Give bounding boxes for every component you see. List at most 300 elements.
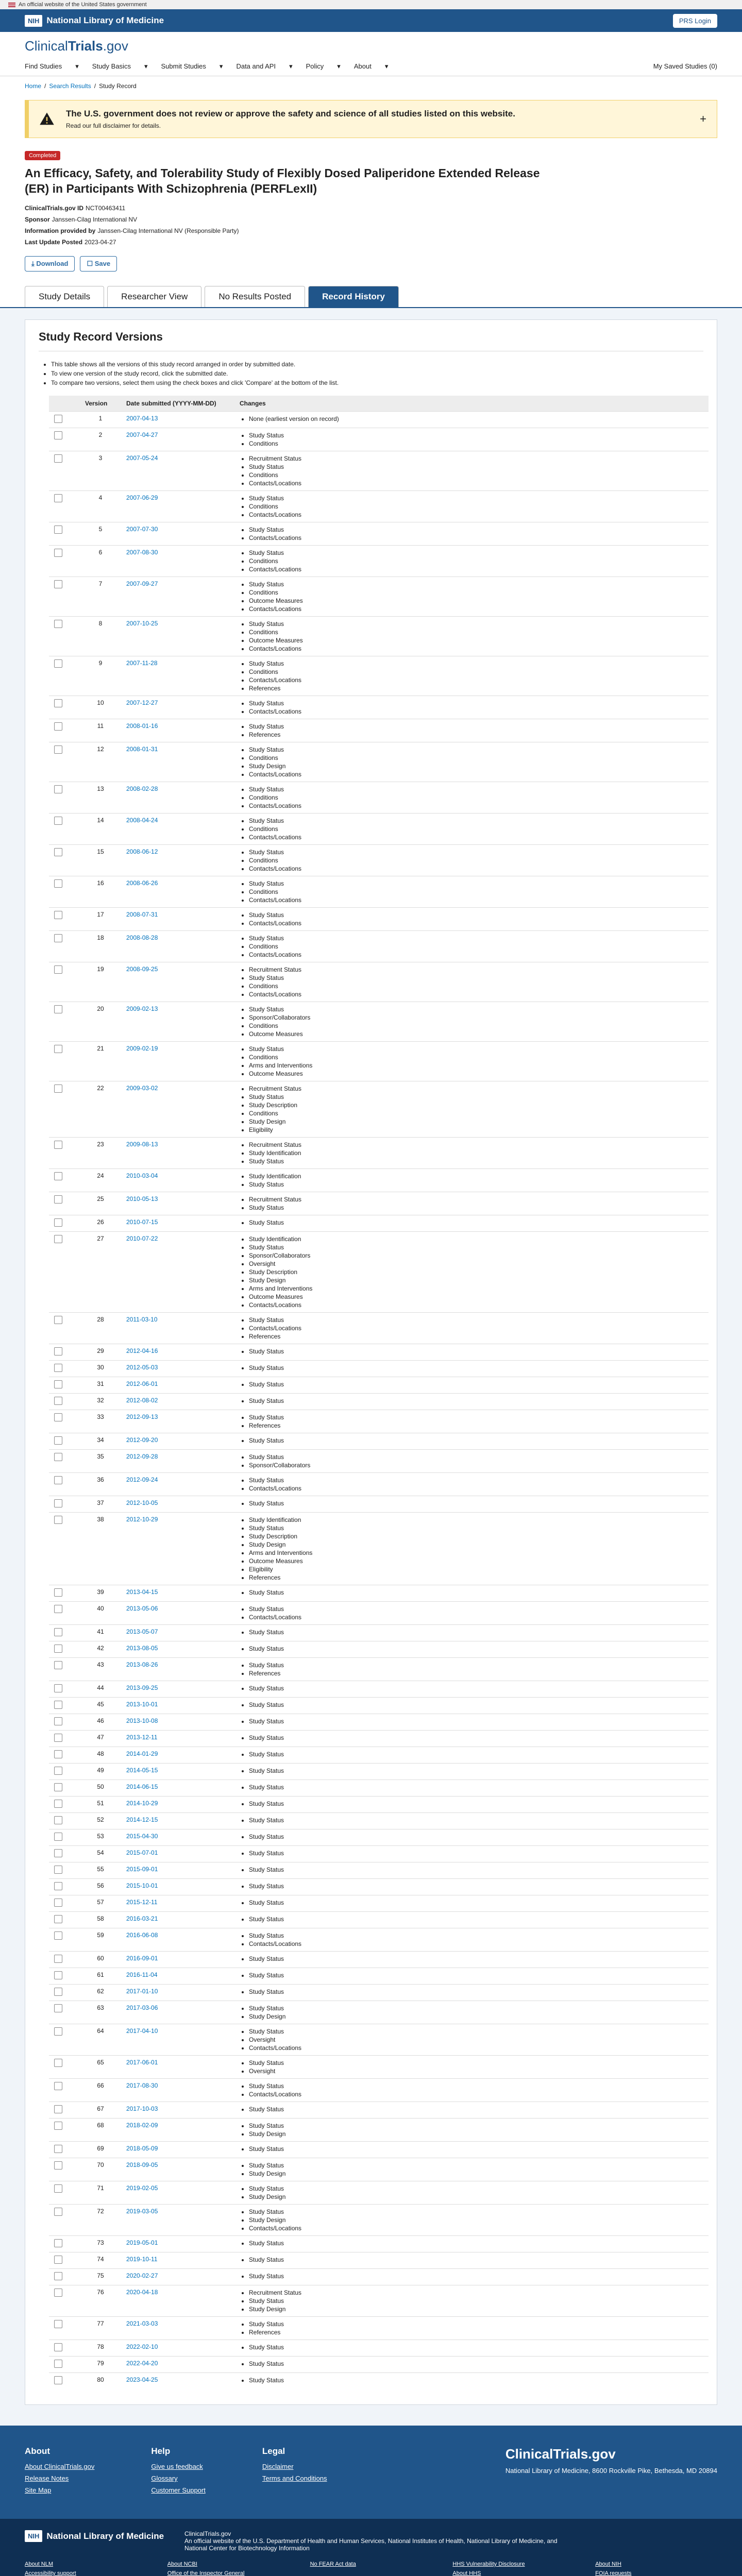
version-checkbox[interactable] — [54, 2208, 62, 2216]
submitted-date-link[interactable]: 2008-06-26 — [126, 879, 158, 887]
version-checkbox[interactable] — [54, 2082, 62, 2090]
change-item: • Study Status — [249, 1833, 703, 1841]
changes-list — [240, 1684, 703, 1692]
version-checkbox[interactable] — [54, 1734, 62, 1742]
submitted-date-link[interactable]: 2012-06-01 — [126, 1380, 158, 1387]
version-checkbox[interactable] — [54, 1397, 62, 1405]
submitted-date-link[interactable]: 2013-10-08 — [126, 1717, 158, 1724]
nlm-footer-name[interactable]: National Library of Medicine — [46, 2531, 164, 2541]
version-checkbox[interactable] — [54, 2239, 62, 2247]
submitted-date-link[interactable]: 2013-09-25 — [126, 1684, 158, 1691]
version-checkbox[interactable] — [54, 580, 62, 588]
change-item: • Contacts/Locations — [249, 1613, 703, 1621]
submitted-date-link[interactable]: 2010-03-04 — [126, 1172, 158, 1179]
version-checkbox[interactable] — [54, 1684, 62, 1692]
footer-link[interactable]: About ClinicalTrials.gov — [25, 2463, 95, 2470]
version-checkbox[interactable] — [54, 1413, 62, 1421]
submitted-date-link[interactable]: 2007-08-30 — [126, 549, 158, 556]
warning-text[interactable]: Read our full disclaimer for details. — [66, 122, 161, 129]
tab-study-details[interactable]: Study Details — [25, 286, 104, 307]
nav-item-find-studies[interactable]: Find Studies — [25, 62, 62, 70]
version-checkbox[interactable] — [54, 1172, 62, 1180]
submitted-date-link[interactable]: 2013-04-15 — [126, 1588, 158, 1596]
submitted-date-link[interactable]: 2007-11-28 — [126, 659, 158, 667]
version-checkbox[interactable] — [54, 2027, 62, 2036]
version-checkbox[interactable] — [54, 1084, 62, 1093]
change-item: • Contacts/Locations — [249, 676, 703, 684]
nav-item-submit-studies[interactable]: Submit Studies — [161, 62, 206, 70]
nav-item-data-and-api[interactable]: Data and API — [236, 62, 276, 70]
version-checkbox[interactable] — [54, 494, 62, 502]
version-checkbox[interactable] — [54, 1195, 62, 1204]
submitted-date-link[interactable]: 2008-06-12 — [126, 848, 158, 855]
change-item: • Study Status — [249, 580, 703, 588]
version-checkbox[interactable] — [54, 1499, 62, 1507]
version-checkbox[interactable] — [54, 1516, 62, 1524]
submitted-date-link[interactable]: 2016-09-01 — [126, 1955, 158, 1962]
version-checkbox[interactable] — [54, 1971, 62, 1979]
tab-record-history[interactable]: Record History — [308, 286, 399, 307]
table-row — [49, 1042, 709, 1081]
submitted-date-link[interactable]: 2018-05-09 — [126, 2145, 158, 2152]
changes-list — [240, 1588, 703, 1597]
submitted-date-link[interactable]: 2007-06-29 — [126, 494, 158, 501]
version-checkbox[interactable] — [54, 2004, 62, 2012]
version-checkbox[interactable] — [54, 1816, 62, 1824]
submitted-date-link[interactable]: 2014-12-15 — [126, 1816, 158, 1823]
table-row — [49, 491, 709, 522]
version-checkbox[interactable] — [54, 1750, 62, 1758]
submitted-date-link[interactable]: 2015-04-30 — [126, 1833, 158, 1840]
nlm-footer-link[interactable]: About NCBI — [167, 2561, 197, 2567]
version-checkbox[interactable] — [54, 1661, 62, 1669]
table-row — [49, 1410, 709, 1433]
submitted-date-link[interactable]: 2018-02-09 — [126, 2122, 158, 2129]
version-number: 66 — [80, 2079, 121, 2102]
version-checkbox[interactable] — [54, 1628, 62, 1636]
submitted-date-link[interactable]: 2013-12-11 — [126, 1734, 158, 1741]
submitted-date-link[interactable]: 2010-07-22 — [126, 1235, 158, 1242]
study-id-row — [25, 202, 717, 214]
nlm-footer-link[interactable]: Accessibility support — [25, 2570, 76, 2576]
change-item: • Study Status — [249, 1005, 703, 1013]
nlm-name[interactable]: National Library of Medicine — [46, 15, 164, 25]
submitted-date-link[interactable]: 2016-03-21 — [126, 1915, 158, 1922]
version-checkbox[interactable] — [54, 1588, 62, 1597]
submitted-date-link[interactable]: 2009-02-19 — [126, 1045, 158, 1052]
version-checkbox[interactable] — [54, 848, 62, 856]
submitted-date-link[interactable]: 2007-04-27 — [126, 431, 158, 438]
footer-link[interactable]: Glossary — [151, 2475, 178, 2482]
change-item: • Study Status — [249, 2272, 703, 2280]
submitted-date-link[interactable]: 2018-09-05 — [126, 2161, 158, 2168]
changes-list — [240, 2004, 703, 2021]
version-checkbox[interactable] — [54, 1915, 62, 1923]
table-row — [49, 1764, 709, 1780]
submitted-date-link[interactable]: 2012-09-13 — [126, 1413, 158, 1420]
nlm-footer-link[interactable]: HHS Vulnerability Disclosure — [452, 2561, 525, 2567]
change-item: • Study Status — [249, 1316, 703, 1324]
submitted-date-link[interactable]: 2008-04-24 — [126, 817, 158, 824]
footer-link[interactable]: Release Notes — [25, 2475, 69, 2482]
version-checkbox[interactable] — [54, 879, 62, 888]
tab-no-results-posted[interactable]: No Results Posted — [205, 286, 305, 307]
submitted-date-link[interactable]: 2010-05-13 — [126, 1195, 158, 1202]
submitted-date-link[interactable]: 2008-09-25 — [126, 965, 158, 973]
change-item: • Contacts/Locations — [249, 645, 703, 653]
nav-item-about[interactable]: About — [353, 62, 372, 70]
version-checkbox[interactable] — [54, 2343, 62, 2351]
change-item: • Study Status — [249, 431, 703, 439]
version-checkbox[interactable] — [54, 2360, 62, 2368]
changes-list — [240, 2184, 703, 2201]
change-item: • Study Status — [249, 1524, 703, 1532]
version-checkbox[interactable] — [54, 659, 62, 668]
changes-list — [240, 1645, 703, 1653]
version-checkbox[interactable] — [54, 934, 62, 942]
footer-link[interactable]: Site Map — [25, 2486, 52, 2494]
nlm-footer-link[interactable]: About HHS — [452, 2570, 481, 2576]
save-button[interactable] — [80, 256, 117, 272]
submitted-date-link[interactable]: 2011-03-10 — [126, 1316, 158, 1323]
nih-logo[interactable]: NIH — [25, 2530, 42, 2542]
submitted-date-link[interactable]: 2019-10-11 — [126, 2256, 158, 2263]
table-row — [49, 814, 709, 845]
version-checkbox[interactable] — [54, 1899, 62, 1907]
change-item: • Conditions — [249, 502, 703, 511]
submitted-date-link[interactable]: 2008-07-31 — [126, 911, 158, 918]
version-checkbox[interactable] — [54, 1866, 62, 1874]
changes-list — [240, 1141, 703, 1165]
changes-list — [240, 1955, 703, 1963]
submitted-date-link[interactable]: 2014-01-29 — [126, 1750, 158, 1757]
version-checkbox[interactable] — [54, 2272, 62, 2280]
version-checkbox[interactable] — [54, 722, 62, 731]
changes-list — [240, 1005, 703, 1038]
version-checkbox[interactable] — [54, 1045, 62, 1053]
submitted-date-link[interactable]: 2008-08-28 — [126, 934, 158, 941]
version-checkbox[interactable] — [54, 1833, 62, 1841]
prs-login-button[interactable]: PRS Login — [673, 14, 717, 28]
change-item: • Study Status — [249, 1157, 703, 1165]
submitted-date-link[interactable]: 2015-07-01 — [126, 1849, 158, 1856]
table-row — [49, 1585, 709, 1602]
version-checkbox[interactable] — [54, 2059, 62, 2067]
table-row — [49, 2056, 709, 2079]
submitted-date-link[interactable]: 2012-09-20 — [126, 1436, 158, 1444]
table-row — [49, 428, 709, 451]
table-row — [49, 1731, 709, 1747]
changes-list — [240, 1195, 703, 1212]
changes-list — [240, 848, 703, 873]
version-checkbox[interactable] — [54, 549, 62, 557]
submitted-date-link[interactable]: 2009-02-13 — [126, 1005, 158, 1012]
version-checkbox[interactable] — [54, 1783, 62, 1791]
submitted-date-link[interactable]: 2013-10-01 — [126, 1701, 158, 1708]
submitted-date-link[interactable]: 2017-01-10 — [126, 1988, 158, 1995]
changes-list — [240, 1833, 703, 1841]
version-number: 15 — [80, 845, 121, 876]
version-checkbox[interactable] — [54, 1235, 62, 1243]
changes-list — [240, 2360, 703, 2368]
breadcrumb-current: Study Record — [99, 82, 137, 90]
version-checkbox[interactable] — [54, 1988, 62, 1996]
version-checkbox[interactable] — [54, 1380, 62, 1388]
version-checkbox[interactable] — [54, 1218, 62, 1227]
version-checkbox[interactable] — [54, 2320, 62, 2328]
changes-list — [240, 1899, 703, 1907]
change-item: • Contacts/Locations — [249, 565, 703, 573]
changes-list — [240, 620, 703, 653]
version-checkbox[interactable] — [54, 620, 62, 628]
submitted-date-link[interactable]: 2022-04-20 — [126, 2360, 158, 2367]
version-checkbox[interactable] — [54, 1849, 62, 1857]
version-checkbox[interactable] — [54, 1882, 62, 1890]
version-checkbox[interactable] — [54, 454, 62, 463]
submitted-date-link[interactable]: 2013-08-26 — [126, 1661, 158, 1668]
submitted-date-link[interactable]: 2008-01-31 — [126, 745, 158, 753]
submitted-date-link[interactable]: 2019-02-05 — [126, 2184, 158, 2192]
saved-studies-link[interactable]: My Saved Studies (0) — [653, 62, 717, 70]
submitted-date-link[interactable]: 2017-03-06 — [126, 2004, 158, 2011]
version-number: 65 — [80, 2056, 121, 2079]
download-icon: ⤓ — [31, 260, 37, 267]
version-checkbox[interactable] — [54, 1364, 62, 1372]
version-checkbox[interactable] — [54, 1476, 62, 1484]
change-item: • Study Status — [249, 817, 703, 825]
submitted-date-link[interactable]: 2019-05-01 — [126, 2239, 158, 2246]
footer-legal-title: Legal — [262, 2446, 285, 2456]
version-number: 33 — [80, 1410, 121, 1433]
change-item: • Study Design — [249, 2305, 703, 2313]
version-checkbox[interactable] — [54, 2256, 62, 2264]
changes-list — [240, 1364, 703, 1372]
submitted-date-link[interactable]: 2009-08-13 — [126, 1141, 158, 1148]
version-number: 70 — [80, 2158, 121, 2181]
version-checkbox[interactable] — [54, 1005, 62, 1013]
change-item: • Study Status — [249, 1971, 703, 1979]
version-checkbox[interactable] — [54, 1701, 62, 1709]
version-checkbox[interactable] — [54, 2122, 62, 2130]
sponsor-label: Sponsor — [25, 216, 50, 223]
submitted-date-link[interactable]: 2014-10-29 — [126, 1800, 158, 1807]
submitted-date-link[interactable]: 2007-09-27 — [126, 580, 158, 587]
nav-item-study-basics[interactable]: Study Basics — [92, 62, 131, 70]
submitted-date-link[interactable]: 2017-08-30 — [126, 2082, 158, 2089]
submitted-date-link[interactable]: 2013-08-05 — [126, 1645, 158, 1652]
version-number: 48 — [80, 1747, 121, 1764]
submitted-date-link[interactable]: 2007-04-13 — [126, 415, 158, 422]
table-row — [49, 742, 709, 782]
version-checkbox[interactable] — [54, 1605, 62, 1613]
version-checkbox[interactable] — [54, 431, 62, 439]
submitted-date-link[interactable]: 2010-07-15 — [126, 1218, 158, 1226]
version-checkbox[interactable] — [54, 817, 62, 825]
submitted-date-link[interactable]: 2017-10-03 — [126, 2105, 158, 2112]
site-logo[interactable] — [25, 38, 717, 54]
submitted-date-link[interactable]: 2009-03-02 — [126, 1084, 158, 1092]
submitted-date-link[interactable]: 2020-02-27 — [126, 2272, 158, 2279]
version-checkbox[interactable] — [54, 1141, 62, 1149]
table-row — [49, 1192, 709, 1215]
version-checkbox[interactable] — [54, 1955, 62, 1963]
submitted-date-link[interactable]: 2008-01-16 — [126, 722, 158, 730]
version-checkbox[interactable] — [54, 1645, 62, 1653]
change-item: • Study Status — [249, 1750, 703, 1758]
change-item: • Conditions — [249, 557, 703, 565]
us-flag-icon — [8, 3, 15, 7]
tab-researcher-view[interactable]: Researcher View — [107, 286, 201, 307]
changes-list — [240, 1235, 703, 1309]
version-number: 9 — [80, 656, 121, 696]
footer-link[interactable]: Disclaimer — [262, 2463, 294, 2470]
version-checkbox[interactable] — [54, 745, 62, 754]
change-item: • Study Status — [249, 659, 703, 668]
changes-list — [240, 1476, 703, 1493]
change-item: • Study Design — [249, 2130, 703, 2138]
submitted-date-link[interactable]: 2007-07-30 — [126, 526, 158, 533]
breadcrumb-home[interactable]: Home — [25, 82, 42, 90]
nlm-footer-links — [25, 2561, 717, 2576]
submitted-date-link[interactable]: 2012-08-02 — [126, 1397, 158, 1404]
submitted-date-link[interactable]: 2012-04-16 — [126, 1347, 158, 1354]
footer-link[interactable]: Terms and Conditions — [262, 2475, 327, 2482]
submitted-date-link[interactable]: 2020-04-18 — [126, 2289, 158, 2296]
submitted-date-link[interactable]: 2017-04-10 — [126, 2027, 158, 2035]
version-checkbox[interactable] — [54, 2105, 62, 2113]
change-item: • Outcome Measures — [249, 636, 703, 645]
version-checkbox[interactable] — [54, 1800, 62, 1808]
table-row — [49, 931, 709, 962]
change-item: • Conditions — [249, 825, 703, 833]
table-row — [49, 2079, 709, 2102]
footer-help-title: Help — [151, 2446, 171, 2456]
submitted-date-link[interactable]: 2017-06-01 — [126, 2059, 158, 2066]
submitted-date-link[interactable]: 2013-05-07 — [126, 1628, 158, 1635]
submitted-date-link[interactable]: 2015-12-11 — [126, 1899, 158, 1906]
submitted-date-link[interactable]: 2016-06-08 — [126, 1931, 158, 1939]
table-row — [49, 1952, 709, 1968]
version-checkbox[interactable] — [54, 1767, 62, 1775]
version-checkbox[interactable] — [54, 965, 62, 974]
version-number: 29 — [80, 1344, 121, 1361]
gov-banner — [0, 0, 742, 9]
version-checkbox[interactable] — [54, 2376, 62, 2384]
change-item: • Oversight — [249, 1260, 703, 1268]
submitted-date-link[interactable]: 2015-09-01 — [126, 1866, 158, 1873]
table-row — [49, 2357, 709, 2373]
nlm-footer-link[interactable]: About NLM — [25, 2561, 54, 2567]
change-item: • Arms and Interventions — [249, 1284, 703, 1293]
submitted-date-link[interactable]: 2013-05-06 — [126, 1605, 158, 1612]
submitted-date-link[interactable]: 2007-10-25 — [126, 620, 158, 627]
download-label: Download — [36, 260, 69, 267]
version-checkbox[interactable] — [54, 526, 62, 534]
table-row — [49, 1215, 709, 1232]
table-row — [49, 962, 709, 1002]
version-checkbox[interactable] — [54, 1347, 62, 1355]
nav-item-policy[interactable]: Policy — [306, 62, 324, 70]
nlm-footer-link[interactable]: Office of the Inspector General — [167, 2570, 245, 2576]
version-checkbox[interactable] — [54, 2184, 62, 2193]
version-checkbox[interactable] — [54, 1316, 62, 1324]
nlm-footer-link[interactable]: No FEAR Act data — [310, 2561, 356, 2567]
submitted-date-link[interactable]: 2014-06-15 — [126, 1783, 158, 1790]
change-item: • Recruitment Status — [249, 1084, 703, 1093]
chevron-down-icon: ▾ — [384, 62, 389, 70]
submitted-date-link[interactable]: 2016-11-04 — [126, 1971, 158, 1978]
nlm-footer-link[interactable]: FOIA requests — [595, 2570, 632, 2576]
submitted-date-link[interactable]: 2023-04-25 — [126, 2376, 158, 2383]
version-checkbox[interactable] — [54, 2161, 62, 2170]
changes-list — [240, 745, 703, 778]
change-item: • Study Status — [249, 620, 703, 628]
submitted-date-link[interactable]: 2008-02-28 — [126, 785, 158, 792]
version-number: 39 — [80, 1585, 121, 1602]
footer-link[interactable]: Customer Support — [151, 2486, 206, 2494]
version-checkbox[interactable] — [54, 1453, 62, 1461]
footer-link[interactable]: Give us feedback — [151, 2463, 203, 2470]
version-checkbox[interactable] — [54, 1931, 62, 1940]
submitted-date-link[interactable]: 2012-10-05 — [126, 1499, 158, 1506]
submitted-date-link[interactable]: 2012-10-29 — [126, 1516, 158, 1523]
changes-list — [240, 817, 703, 841]
change-item: • Study Status — [249, 1882, 703, 1890]
version-checkbox[interactable] — [54, 785, 62, 793]
download-button[interactable] — [25, 256, 75, 272]
table-row — [49, 2181, 709, 2205]
submitted-date-link[interactable]: 2012-09-28 — [126, 1453, 158, 1460]
submitted-date-link[interactable]: 2022-02-10 — [126, 2343, 158, 2350]
submitted-date-link[interactable]: 2012-09-24 — [126, 1476, 158, 1483]
submitted-date-link[interactable]: 2015-10-01 — [126, 1882, 158, 1889]
submitted-date-link[interactable]: 2021-03-03 — [126, 2320, 158, 2327]
change-item: • Contacts/Locations — [249, 802, 703, 810]
submitted-date-link[interactable]: 2014-05-15 — [126, 1767, 158, 1774]
submitted-date-link[interactable]: 2012-05-03 — [126, 1364, 158, 1371]
nih-logo[interactable]: NIH — [25, 15, 42, 27]
nlm-footer — [0, 2519, 742, 2576]
breadcrumb-search-results[interactable]: Search Results — [49, 82, 91, 90]
nlm-footer-link[interactable]: About NIH — [595, 2561, 621, 2567]
version-number: 64 — [80, 2024, 121, 2056]
submitted-date-link[interactable]: 2007-05-24 — [126, 454, 158, 462]
submitted-date-link[interactable]: 2019-03-05 — [126, 2208, 158, 2215]
changes-list — [240, 415, 703, 423]
change-item: • Study Status — [249, 1380, 703, 1388]
gov-banner-text: An official website of the United States government — [19, 2, 147, 8]
version-number: 25 — [80, 1192, 121, 1215]
changes-list — [240, 431, 703, 448]
change-item: • Study Status — [249, 1701, 703, 1709]
version-checkbox[interactable] — [54, 1717, 62, 1725]
version-checkbox[interactable] — [54, 1436, 62, 1445]
version-number: 11 — [80, 719, 121, 742]
chevron-down-icon: ▾ — [219, 62, 223, 70]
version-checkbox[interactable] — [54, 2289, 62, 2297]
table-row — [49, 1313, 709, 1344]
changes-list — [240, 911, 703, 927]
version-checkbox[interactable] — [54, 699, 62, 707]
expand-plus-icon[interactable]: + — [700, 112, 706, 125]
table-row — [49, 1344, 709, 1361]
table-row — [49, 2236, 709, 2252]
version-checkbox[interactable] — [54, 911, 62, 919]
submitted-date-link[interactable]: 2007-12-27 — [126, 699, 158, 706]
change-item: • Study Description — [249, 1532, 703, 1540]
version-checkbox[interactable] — [54, 2145, 62, 2153]
version-checkbox[interactable] — [54, 415, 62, 423]
